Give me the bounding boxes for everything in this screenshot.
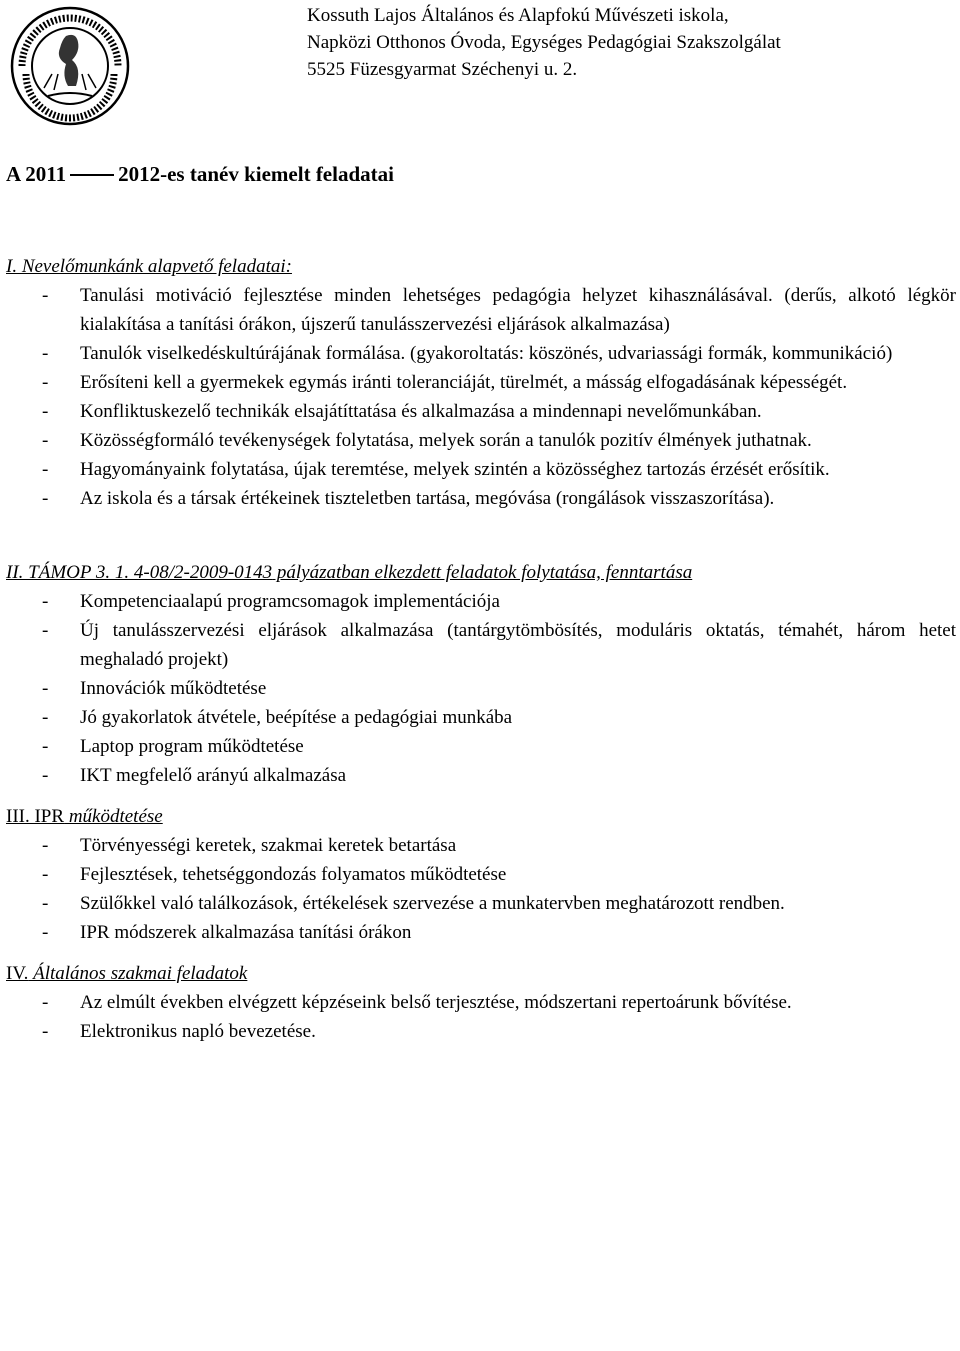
list-item-text: Az iskola és a társak értékeinek tiszteletben tartása, megóvása (rongálások visszaszorítása). bbox=[80, 488, 775, 509]
list-item bbox=[6, 616, 956, 674]
list-item bbox=[6, 831, 956, 860]
list-item bbox=[6, 339, 956, 368]
list-item bbox=[6, 587, 956, 616]
bullet: - bbox=[42, 343, 49, 364]
section-3-heading bbox=[6, 802, 956, 831]
title-part-2: 2012-es tanév kiemelt feladatai bbox=[118, 162, 394, 186]
bullet: - bbox=[42, 285, 49, 306]
list-item-text: Szülőkkel való találkozások, értékelések szervezése a munkatervben meghatározott rendben. bbox=[80, 893, 785, 914]
bullet: - bbox=[42, 893, 49, 914]
list-item-text: Kompetenciaalapú programcsomagok implementációja bbox=[80, 591, 500, 612]
list-item bbox=[6, 860, 956, 889]
section-4-list bbox=[6, 988, 956, 1046]
bullet: - bbox=[42, 736, 49, 757]
school-header bbox=[307, 2, 781, 83]
bullet: - bbox=[42, 372, 49, 393]
list-item-text: Elektronikus napló bevezetése. bbox=[80, 1021, 316, 1042]
list-item-text: Tanulók viselkedéskultúrájának formálása. (gyakoroltatás: köszönés, udvariassági formák, kommunikáció) bbox=[80, 343, 893, 364]
header-line-3: 5525 Füzesgyarmat Széchenyi u. 2. bbox=[307, 59, 578, 80]
list-item bbox=[6, 426, 956, 455]
section-2 bbox=[6, 558, 956, 790]
section-1-heading: I. Nevelőmunkánk alapvető feladatai: bbox=[6, 256, 292, 277]
list-item bbox=[6, 988, 956, 1017]
page-title bbox=[6, 160, 394, 189]
list-item bbox=[6, 368, 956, 397]
section-1 bbox=[6, 252, 956, 513]
section-2-heading-code: II. TÁMOP 3. 1. 4-08/2-2009-0143 bbox=[6, 562, 273, 583]
title-part-1: A 2011 bbox=[6, 162, 67, 186]
list-item-text: Új tanulásszervezési eljárások alkalmazása (tantárgytömbösítés, moduláris oktatás, témahét, három hetet meghaladó projekt) bbox=[80, 620, 956, 670]
section-4-heading-code: IV. bbox=[6, 963, 29, 984]
list-item-text: IPR módszerek alkalmazása tanítási órákon bbox=[80, 922, 412, 943]
list-item-text: Törvényességi keretek, szakmai keretek betartása bbox=[80, 835, 457, 856]
bullet: - bbox=[42, 459, 49, 480]
section-3 bbox=[6, 802, 956, 947]
list-item bbox=[6, 484, 956, 513]
list-item-text: Laptop program működtetése bbox=[80, 736, 304, 757]
bullet: - bbox=[42, 835, 49, 856]
list-item-text: Innovációk működtetése bbox=[80, 678, 267, 699]
bullet: - bbox=[42, 591, 49, 612]
title-dash bbox=[70, 174, 114, 176]
section-2-heading-text: pályázatban elkezdett feladatok folytatása, fenntartása bbox=[272, 562, 693, 583]
list-item-text: Jó gyakorlatok átvétele, beépítése a pedagógiai munkába bbox=[80, 707, 513, 728]
list-item-text: Konfliktuskezelő technikák elsajátíttatása és alkalmazása a mindennapi nevelőmunkában. bbox=[80, 401, 762, 422]
list-item-text: Az elmúlt években elvégzett képzéseink belső terjesztése, módszertani repertoárunk bővítése. bbox=[80, 992, 792, 1013]
section-3-list bbox=[6, 831, 956, 947]
section-2-heading bbox=[6, 558, 956, 587]
list-item-text: Hagyományaink folytatása, újak teremtése, melyek szintén a közösséghez tartozás érzését erősítik. bbox=[80, 459, 830, 480]
bullet: - bbox=[42, 864, 49, 885]
list-item bbox=[6, 281, 956, 339]
section-1-list bbox=[6, 281, 956, 513]
list-item bbox=[6, 674, 956, 703]
bullet: - bbox=[42, 765, 49, 786]
header-line-2: Napközi Otthonos Óvoda, Egységes Pedagógiai Szakszolgálat bbox=[307, 32, 781, 53]
list-item bbox=[6, 918, 956, 947]
list-item bbox=[6, 761, 956, 790]
section-4-heading bbox=[6, 959, 956, 988]
header-line-1: Kossuth Lajos Általános és Alapfokú Művészeti iskola, bbox=[307, 5, 729, 26]
list-item-text: Közösségformáló tevékenységek folytatása, melyek során a tanulók pozitív élmények juthatnak. bbox=[80, 430, 812, 451]
school-seal-logo bbox=[8, 4, 132, 128]
bullet: - bbox=[42, 620, 49, 641]
list-item bbox=[6, 397, 956, 426]
list-item-text: Fejlesztések, tehetséggondozás folyamatos működtetése bbox=[80, 864, 507, 885]
list-item-text: IKT megfelelő arányú alkalmazása bbox=[80, 765, 347, 786]
list-item bbox=[6, 1017, 956, 1046]
list-item bbox=[6, 703, 956, 732]
section-2-list bbox=[6, 587, 956, 790]
bullet: - bbox=[42, 430, 49, 451]
list-item-text: Tanulási motiváció fejlesztése minden lehetséges pedagógia helyzet kihasználásával. (derűs, alkotó légkör kialakítása a tanítási órákon, újszerű tanulásszervezési eljárások alkalmazása) bbox=[80, 285, 956, 335]
list-item bbox=[6, 732, 956, 761]
list-item-text: Erősíteni kell a gyermekek egymás iránti toleranciáját, türelmét, a másság elfogadásának képességét. bbox=[80, 372, 848, 393]
bullet: - bbox=[42, 707, 49, 728]
bullet: - bbox=[42, 922, 49, 943]
section-3-heading-code: III. IPR bbox=[6, 806, 65, 827]
section-3-heading-text: működtetése bbox=[64, 806, 163, 827]
document-body bbox=[6, 252, 956, 1046]
section-4-heading-text: Általános szakmai feladatok bbox=[28, 963, 248, 984]
list-item bbox=[6, 455, 956, 484]
section-4 bbox=[6, 959, 956, 1046]
bullet: - bbox=[42, 678, 49, 699]
bullet: - bbox=[42, 401, 49, 422]
bullet: - bbox=[42, 1021, 49, 1042]
list-item bbox=[6, 889, 956, 918]
bullet: - bbox=[42, 992, 49, 1013]
bullet: - bbox=[42, 488, 49, 509]
